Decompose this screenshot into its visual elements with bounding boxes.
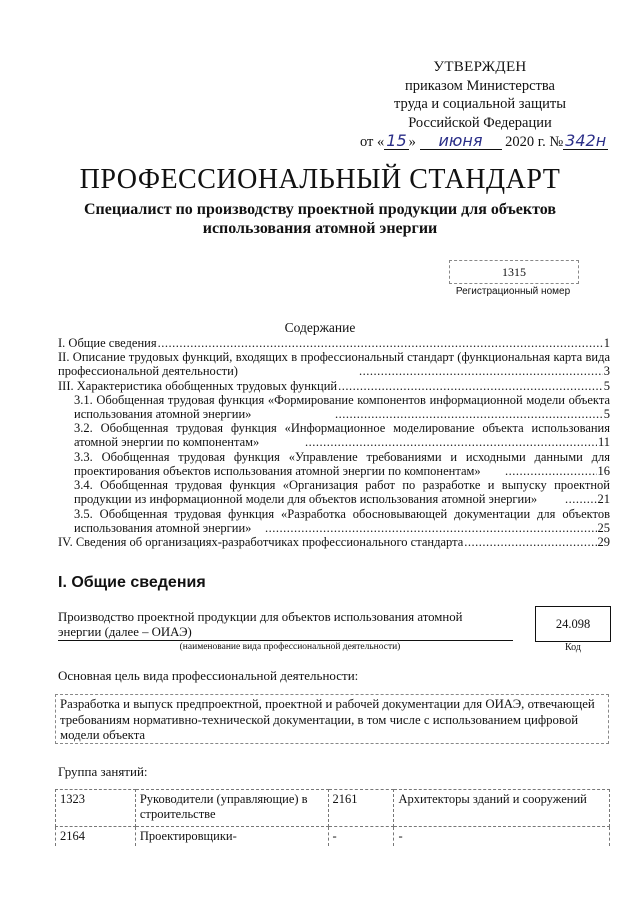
group-name: Проектировщики-	[135, 827, 328, 846]
toc-leader	[158, 336, 603, 350]
occupation-group-table	[55, 789, 610, 846]
approved-heading: УТВЕРЖДЕН	[433, 59, 527, 75]
date-month-handwritten: июня	[420, 133, 502, 150]
group-code: -	[328, 827, 394, 846]
group-code: 1323	[56, 790, 136, 827]
order-number-handwritten: 342н	[565, 131, 607, 150]
document-subtitle: Специалист по производству проектной продукции для объектов использования атомной энергии	[83, 201, 557, 237]
activity-underline	[58, 640, 513, 641]
registration-label: Регистрационный номер	[455, 286, 571, 297]
toc-item-page: 5	[603, 378, 610, 393]
group-name: Архитекторы зданий и сооружений	[394, 790, 610, 827]
toc-item-page: 1	[603, 336, 610, 350]
code-label: Код	[565, 642, 581, 653]
toc-item-text: 3.2. Обобщенная трудовая функция «Информационное моделирование объекта использования атомной энергии по компонентам»	[74, 421, 610, 450]
toc-item-page: 21	[597, 492, 610, 507]
date-day-handwritten: 15	[386, 131, 407, 150]
approval-line-1: приказом Министерства	[405, 77, 555, 94]
approval-block	[360, 58, 607, 152]
toc-item[interactable]	[58, 393, 610, 421]
toc-item-page: 29	[597, 534, 610, 549]
toc-item-page: 25	[597, 520, 610, 535]
toc-leader	[359, 364, 603, 378]
group-name: -	[394, 827, 610, 846]
group-code: 2161	[328, 790, 394, 827]
toc-leader	[565, 492, 597, 506]
toc-item-text: 3.4. Обобщенная трудовая функция «Организация работ по разработке и выпуску проектной продукции из информационной модели для объектов использования атомной энергии»	[74, 478, 610, 507]
toc-item[interactable]	[58, 336, 610, 350]
date-mid: »	[408, 134, 416, 150]
toc-item-text: IV. Сведения об организациях-разработчиках профессионального стандарта	[58, 534, 464, 549]
approval-line-2: труда и социальной защиты	[394, 96, 566, 112]
toc-item-text: 3.5. Обобщенная трудовая функция «Разработка обосновывающей документации для объектов использования атомной энергии»	[74, 506, 610, 535]
table-row	[56, 827, 610, 846]
occupation-group-label: Группа занятий:	[58, 764, 148, 779]
approval-line-3: Российской Федерации	[408, 114, 552, 131]
toc-item[interactable]	[58, 535, 610, 549]
toc-item[interactable]	[58, 379, 610, 393]
toc-item[interactable]	[58, 478, 610, 506]
toc-item-page: 11	[597, 435, 610, 450]
goal-text-box: Разработка и выпуск предпроектной, проектной и рабочей документации для ОИАЭ, отвечающей требованиям нормативно-технической документации, в том числе с использованием цифровой модели объекта	[55, 694, 609, 744]
toc-item[interactable]	[58, 450, 610, 478]
group-code: 2164	[56, 827, 136, 846]
toc-leader	[338, 379, 603, 393]
registration-number-box: 1315	[449, 260, 579, 284]
toc-leader	[305, 435, 597, 449]
document-title: ПРОФЕССИОНАЛЬНЫЙ СТАНДАРТ	[79, 164, 561, 195]
toc-title: Содержание	[284, 320, 356, 335]
toc-item-text: 3.3. Обобщенная трудовая функция «Управление требованиями и исходными данными для проектирования объектов использования атомной энергии по компонентам»	[74, 449, 610, 478]
toc-leader	[265, 521, 597, 535]
toc-item[interactable]	[58, 421, 610, 449]
toc-item-text: II. Описание трудовых функций, входящих в профессиональный стандарт (функциональная карта вида профессиональной деятельности)	[58, 350, 610, 379]
table-row	[56, 790, 610, 827]
toc-item-page: 16	[597, 463, 610, 478]
toc-leader	[505, 464, 597, 478]
activity-code-box: 24.098	[535, 606, 611, 642]
activity-caption: (наименование вида профессиональной деятельности)	[179, 642, 401, 652]
goal-label: Основная цель вида профессиональной деятельности:	[58, 668, 359, 683]
toc-item-text: I. Общие сведения	[58, 336, 157, 350]
activity-name: Производство проектной продукции для объектов использования атомной энергии (далее – ОИАЭ)	[58, 610, 463, 639]
toc-item-page: 5	[603, 407, 610, 422]
toc-item-page: 3	[603, 364, 610, 379]
toc-item-text: III. Характеристика обобщенных трудовых функций	[58, 378, 338, 393]
toc-item-text: 3.1. Обобщенная трудовая функция «Формирование компонентов информационной модели объекта использования атомной энергии»	[74, 392, 610, 422]
toc-leader	[335, 407, 603, 421]
section-heading: I. Общие сведения	[58, 574, 206, 591]
table-of-contents	[58, 336, 610, 549]
toc-item[interactable]	[58, 350, 610, 378]
toc-item[interactable]	[58, 507, 610, 535]
group-name: Руководители (управляющие) в строительстве	[135, 790, 328, 827]
date-prefix: от «	[360, 134, 385, 150]
approval-date-line	[360, 131, 607, 152]
toc-leader	[464, 535, 596, 549]
date-year: 2020 г. №	[505, 134, 564, 150]
